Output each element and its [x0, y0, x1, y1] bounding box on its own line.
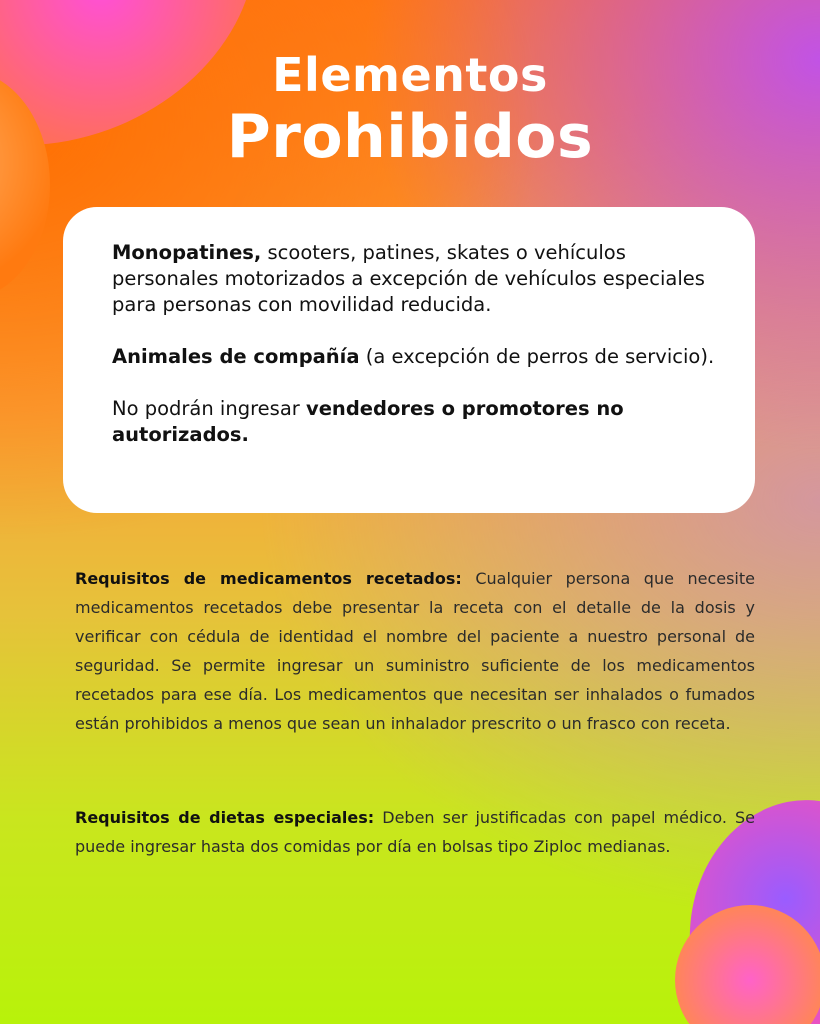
- medication-requirements: [75, 564, 755, 738]
- item-scooters: [112, 240, 715, 318]
- item-scooters-text: scooters, patines, skates o vehículos personales motorizados a excepción de vehículos especiales para personas con movilidad reducida.: [112, 241, 705, 316]
- diet-requirements-label: Requisitos de dietas especiales:: [75, 808, 375, 827]
- item-scooters-bold: Monopatines,: [112, 241, 262, 264]
- page-title: [0, 48, 820, 172]
- medication-requirements-text: Cualquier persona que necesite medicamentos recetados debe presentar la receta con el detalle de la dosis y verificar con cédula de identidad el nombre del paciente a nuestro personal de seguridad. Se permite ingresar un suministro suficiente de los medicamentos recetados para ese día. Los medicamentos que necesitan ser inhalados o fumados están prohibidos a menos que sean un inhalador prescrito o un frasco con receta.: [75, 569, 755, 733]
- item-vendors: [112, 396, 715, 448]
- title-line-2: Prohibidos: [226, 102, 594, 172]
- title-line-1: Elementos: [272, 48, 548, 102]
- item-pets-bold: Animales de compañía: [112, 345, 360, 368]
- item-vendors-bold: vendedores o promotores no autorizados.: [112, 397, 624, 446]
- medication-requirements-label: Requisitos de medicamentos recetados:: [75, 569, 462, 588]
- item-vendors-text: No podrán ingresar: [112, 397, 306, 420]
- prohibited-items-card: [63, 207, 755, 513]
- diet-requirements-text: Deben ser justificadas con papel médico. Se puede ingresar hasta dos comidas por día en bolsas tipo Ziploc medianas.: [75, 808, 755, 856]
- item-pets: [112, 344, 715, 370]
- item-pets-text: (a excepción de perros de servicio).: [359, 345, 715, 368]
- diet-requirements: [75, 803, 755, 861]
